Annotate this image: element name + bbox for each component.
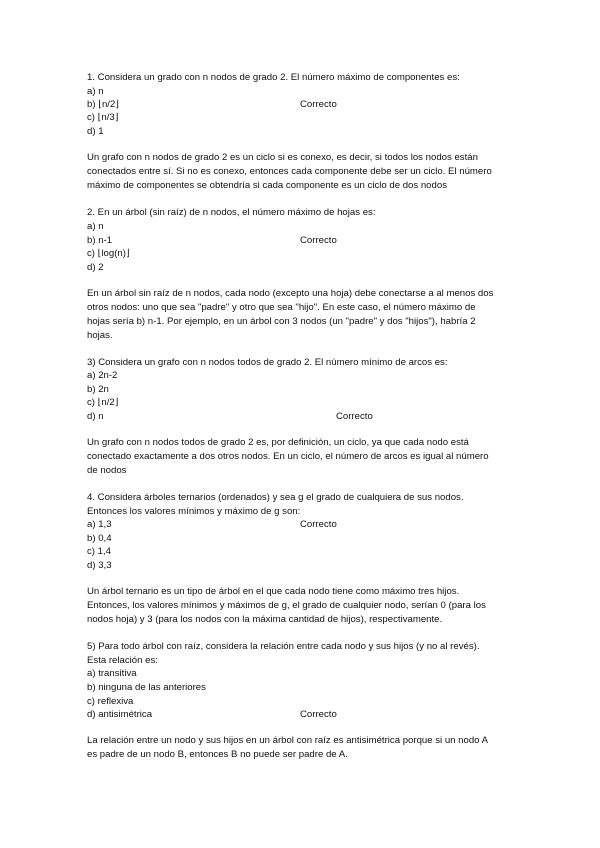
question-3-correct-label: Correcto [336,411,373,422]
question-3-option-b: b) 2n [87,384,109,395]
question-3-explanation-line: conectado exactamente a dos otros nodos. En un ciclo, el número de arcos es igual al número [87,451,489,462]
question-5-explanation-line: La relación entre un nodo y sus hijos en un árbol con raíz es antisimétrica porque si un nodo A [87,735,489,746]
question-4-option-d: d) 3,3 [87,560,112,571]
question-2-explanation-line: otros nodos: uno que sea "padre" y otro que sea "hijo". En este caso, el número máximo de [87,302,476,313]
question-3-option-a: a) 2n-2 [87,370,118,381]
question-4-option-b: b) 0,4 [87,533,112,544]
question-5-explanation-line: es padre de un nodo B, entonces B no puede ser padre de A. [87,749,348,760]
question-2-option-c: c) ⌊log(n)⌋ [87,248,130,259]
question-4-explanation-line: Un árbol ternario es un tipo de árbol en el que cada nodo tiene como máximo tres hijos. [87,586,460,597]
question-4-option-a: a) 1,3 [87,519,112,530]
question-3-explanation-line: de nodos [87,465,127,476]
question-1-prompt: 1. Considera un grado con n nodos de grado 2. El número máximo de componentes es: [87,72,460,83]
question-1-correct-label: Correcto [300,99,337,110]
question-1-explanation-line: conectados entre sí. Si no es conexo, entonces cada componente debe ser un ciclo. El número [87,166,492,177]
question-4-explanation-line: nodos hoja) y 3 (para los nodos con la máxima cantidad de hijos), respectivamente. [87,614,443,625]
question-4-prompt: 4. Considera árboles ternarios (ordenados) y sea g el grado de cualquiera de sus nodos. [87,492,464,503]
question-3-prompt: 3) Considera un grafo con n nodos todos de grado 2. El número mínimo de arcos es: [87,357,448,368]
question-2-explanation-line: hojas. [87,330,113,341]
question-5-correct-label: Correcto [300,709,337,720]
question-5-option-b: b) ninguna de las anteriores [87,682,206,693]
question-2-option-a: a) n [87,221,104,232]
question-1-option-a: a) n [87,86,104,97]
question-5-option-a: a) transitiva [87,668,137,679]
question-2-explanation-line: hojas sería b) n-1. Por ejemplo, en un árbol con 3 nodos (un "padre" y dos "hijos"), habría 2 [87,316,476,327]
question-2-option-b: b) n-1 [87,235,113,246]
question-1-option-d: d) 1 [87,126,104,137]
question-1-option-b: b) ⌊n/2⌋ [87,99,120,110]
question-4-correct-label: Correcto [300,519,337,530]
question-3-option-c: c) ⌊n/2⌋ [87,397,119,408]
question-2-option-d: d) 2 [87,262,104,273]
question-4-option-c: c) 1,4 [87,546,111,557]
question-2-explanation-line: En un árbol sin raíz de n nodos, cada nodo (excepto una hoja) debe conectarse a al menos dos [87,288,494,299]
question-5-prompt: Esta relación es: [87,655,158,666]
question-4-prompt: Entonces los valores mínimos y máximo de g son: [87,506,301,517]
question-3-explanation-line: Un grafo con n nodos todos de grado 2 es, por definición, un ciclo, ya que cada nodo está [87,437,469,448]
question-1-option-c: c) ⌊n/3⌋ [87,112,119,123]
question-5-prompt: 5) Para todo árbol con raíz, considera la relación entre cada nodo y sus hijos (y no al revés). [87,641,480,652]
question-5-option-d: d) antisimétrica [87,709,153,720]
question-2-prompt: 2. En un árbol (sin raíz) de n nodos, el número máximo de hojas es: [87,207,376,218]
question-1-explanation-line: Un grafo con n nodos de grado 2 es un ciclo si es conexo, es decir, si todos los nodos están [87,152,478,163]
question-2-correct-label: Correcto [300,235,337,246]
question-5-option-c: c) reflexiva [87,696,134,707]
question-1-explanation-line: máximo de componentes se obtendría si cada componente es un ciclo de dos nodos [87,180,447,191]
question-3-option-d: d) n [87,411,104,422]
question-4-explanation-line: Entonces, los valores mínimos y máximos de g, el grado de cualquier nodo, serían 0 (para los [87,600,486,611]
